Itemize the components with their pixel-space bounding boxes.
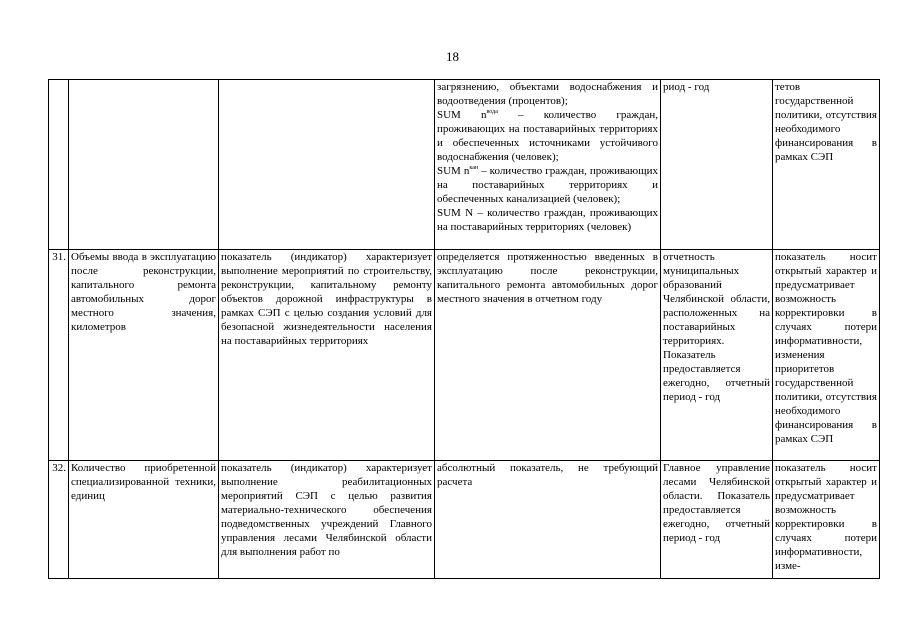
row-number: 32. (49, 461, 69, 579)
row-number: 31. (49, 250, 69, 461)
page-number: 18 (446, 49, 459, 64)
indicator-name-cell: Количество приобретенной специализированной техники, единиц (69, 461, 219, 579)
description-cell (219, 80, 435, 250)
description-cell: показатель (индикатор) характеризует выполнение реабилитационных мероприятий СЭП с целью развития материально-технического обеспечения подведомственных учреждений Главного управления лесами Челябинской области для выполнения работ по (219, 461, 435, 579)
indicator-name-cell (69, 80, 219, 250)
source-cell: риод - год (661, 80, 773, 250)
calculation-cell: определяется протяженностью введенных в эксплуатацию после реконструкции, капитального ремонта автомобильных дорог местного значения в отчетном году (435, 250, 661, 461)
sum-sewer-line: SUM $n^{кан}$ – количество граждан, проживающих на поставарийных территориях и обеспеченных канализацией (человек); (437, 165, 658, 205)
sum-water-line: SUM $n^{вода}$ – количество граждан, проживающих на поставарийных территориях и обеспеченных источниками устойчивого водоснабжения (человек); (437, 109, 658, 163)
calculation-cell: абсолютный показатель, не требующий расчета (435, 461, 661, 579)
sum-total-line: SUM N – количество граждан, проживающих на поставарийных территориях (человек) (437, 207, 658, 233)
adjustment-cell: тетов государственной политики, отсутствия необходимого финансирования в рамках СЭП (773, 80, 880, 250)
calculation-intro: загрязнению, объектами водоснабжения и водоотведения (процентов); (437, 81, 658, 107)
indicators-table (48, 79, 880, 579)
table-row-32 (49, 461, 880, 579)
description-cell: показатель (индикатор) характеризует выполнение мероприятий по строительству, реконструкции, капитальному ремонту объектов дорожной инфраструктуры в рамках СЭП с целью создания условий для безопасной жизнедеятельности населения на поставарийных территориях (219, 250, 435, 461)
table-row-continued (49, 80, 880, 250)
adjustment-cell: показатель носит открытый характер и предусматривает возможность корректировки в случаях потери информативности, изме- (773, 461, 880, 579)
adjustment-cell: показатель носит открытый характер и предусматривает возможность корректировки в случаях потери информативности, изменения приоритетов государственной политики, отсутствия необходимого финансирования в рамках СЭП (773, 250, 880, 461)
calculation-cell (435, 80, 661, 250)
indicator-name-cell: Объемы ввода в эксплуатацию после реконструкции, капитального ремонта автомобильных дорог местного значения, километров (69, 250, 219, 461)
source-cell: отчетность муниципальных образований Челябинской области, расположенных на поставарийных территориях. Показатель предоставляется ежегодно, отчетный период - год (661, 250, 773, 461)
table-row-31 (49, 250, 880, 461)
row-number (49, 80, 69, 250)
source-cell: Главное управление лесами Челябинской области. Показатель предоставляется ежегодно, отчетный период - год (661, 461, 773, 579)
